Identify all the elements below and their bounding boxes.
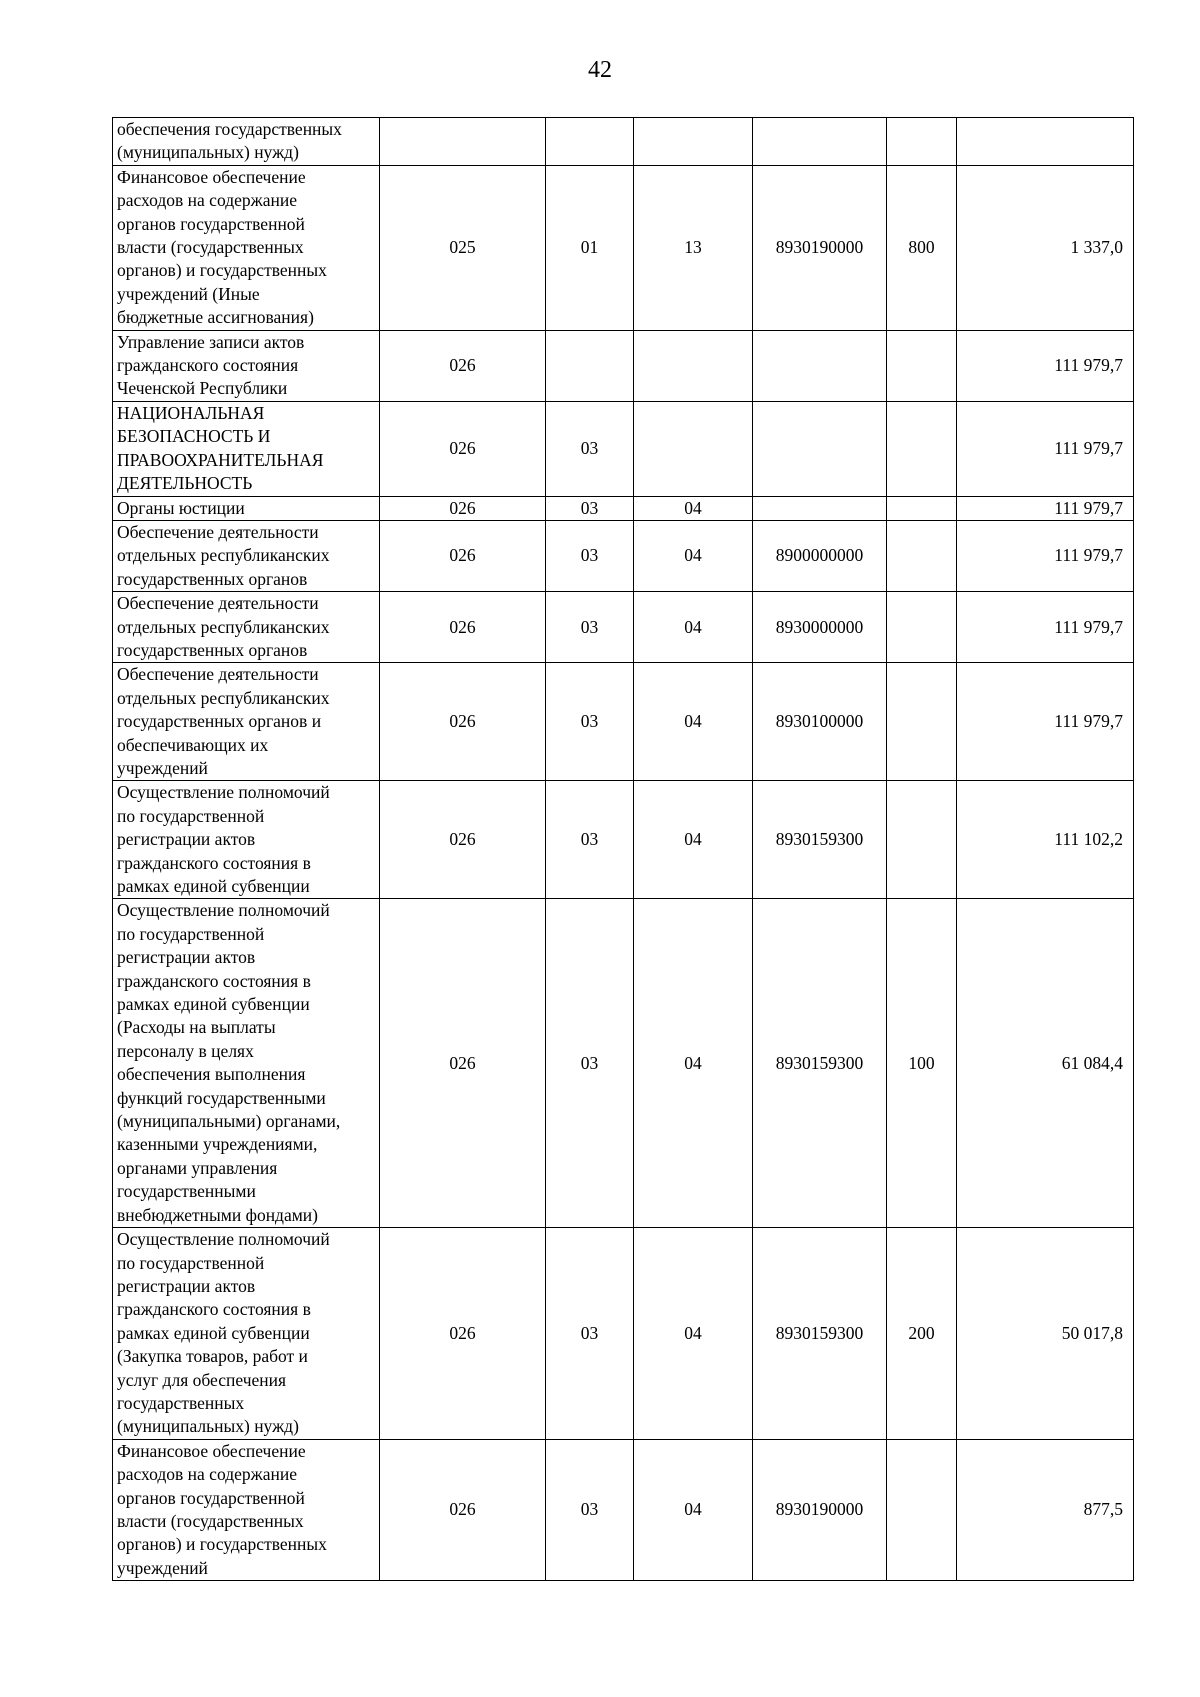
section-code-cell: 03 <box>546 1228 634 1440</box>
expense-name-cell: Управление записи актов гражданского состояния Чеченской Республики <box>113 330 380 401</box>
department-code-cell <box>380 118 546 166</box>
target-item-code-cell: 8930100000 <box>753 663 887 781</box>
department-code-cell: 025 <box>380 165 546 330</box>
budget-table-body <box>113 118 1134 1581</box>
department-code-cell: 026 <box>380 520 546 591</box>
expense-type-code-cell: 200 <box>887 1228 957 1440</box>
table-row <box>113 1439 1134 1580</box>
department-code-cell: 026 <box>380 781 546 899</box>
subsection-code-cell <box>634 330 753 401</box>
subsection-code-cell: 04 <box>634 592 753 663</box>
budget-table <box>112 117 1134 1581</box>
section-code-cell: 03 <box>546 592 634 663</box>
target-item-code-cell <box>753 496 887 520</box>
table-row <box>113 330 1134 401</box>
subsection-code-cell: 04 <box>634 520 753 591</box>
target-item-code-cell: 8930190000 <box>753 1439 887 1580</box>
table-row <box>113 899 1134 1228</box>
amount-cell <box>957 118 1134 166</box>
table-row <box>113 781 1134 899</box>
amount-cell: 111 979,7 <box>957 496 1134 520</box>
section-code-cell: 03 <box>546 496 634 520</box>
subsection-code-cell: 13 <box>634 165 753 330</box>
amount-cell: 111 979,7 <box>957 330 1134 401</box>
expense-type-code-cell <box>887 401 957 496</box>
table-row <box>113 401 1134 496</box>
expense-type-code-cell <box>887 592 957 663</box>
expense-name-cell: Органы юстиции <box>113 496 380 520</box>
subsection-code-cell: 04 <box>634 899 753 1228</box>
expense-type-code-cell <box>887 781 957 899</box>
subsection-code-cell: 04 <box>634 496 753 520</box>
table-row <box>113 118 1134 166</box>
amount-cell: 111 979,7 <box>957 520 1134 591</box>
expense-type-code-cell <box>887 118 957 166</box>
target-item-code-cell <box>753 330 887 401</box>
table-row <box>113 592 1134 663</box>
section-code-cell: 03 <box>546 899 634 1228</box>
expense-name-cell: Осуществление полномочий по государственной регистрации актов гражданского состояния в рамках единой субвенции (Расходы на выплаты персоналу в целях обеспечения выполнения функций государственными (муниципальными) органами, казенными учреждениями, органами управления государственными внебюджетными фондами) <box>113 899 380 1228</box>
expense-name-cell: Обеспечение деятельности отдельных республиканских государственных органов <box>113 592 380 663</box>
department-code-cell: 026 <box>380 592 546 663</box>
table-row <box>113 663 1134 781</box>
expense-type-code-cell: 800 <box>887 165 957 330</box>
expense-type-code-cell <box>887 496 957 520</box>
table-row <box>113 520 1134 591</box>
expense-type-code-cell <box>887 330 957 401</box>
expense-type-code-cell: 100 <box>887 899 957 1228</box>
amount-cell: 877,5 <box>957 1439 1134 1580</box>
amount-cell: 50 017,8 <box>957 1228 1134 1440</box>
target-item-code-cell: 8930159300 <box>753 899 887 1228</box>
section-code-cell: 01 <box>546 165 634 330</box>
section-code-cell: 03 <box>546 781 634 899</box>
department-code-cell: 026 <box>380 1439 546 1580</box>
target-item-code-cell: 8930190000 <box>753 165 887 330</box>
amount-cell: 61 084,4 <box>957 899 1134 1228</box>
expense-name-cell: обеспечения государственных (муниципальных) нужд) <box>113 118 380 166</box>
subsection-code-cell <box>634 118 753 166</box>
table-row <box>113 1228 1134 1440</box>
department-code-cell: 026 <box>380 496 546 520</box>
target-item-code-cell: 8900000000 <box>753 520 887 591</box>
amount-cell: 111 979,7 <box>957 663 1134 781</box>
department-code-cell: 026 <box>380 899 546 1228</box>
section-code-cell <box>546 118 634 166</box>
department-code-cell: 026 <box>380 1228 546 1440</box>
expense-name-cell: Финансовое обеспечение расходов на содержание органов государственной власти (государственных органов) и государственных учреждений <box>113 1439 380 1580</box>
subsection-code-cell <box>634 401 753 496</box>
amount-cell: 111 102,2 <box>957 781 1134 899</box>
expense-name-cell: НАЦИОНАЛЬНАЯ БЕЗОПАСНОСТЬ И ПРАВООХРАНИТЕЛЬНАЯ ДЕЯТЕЛЬНОСТЬ <box>113 401 380 496</box>
expense-name-cell: Обеспечение деятельности отдельных республиканских государственных органов <box>113 520 380 591</box>
expense-name-cell: Обеспечение деятельности отдельных республиканских государственных органов и обеспечивающих их учреждений <box>113 663 380 781</box>
section-code-cell <box>546 330 634 401</box>
target-item-code-cell <box>753 401 887 496</box>
table-row <box>113 165 1134 330</box>
amount-cell: 111 979,7 <box>957 592 1134 663</box>
expense-name-cell: Финансовое обеспечение расходов на содержание органов государственной власти (государственных органов) и государственных учреждений (Иные бюджетные ассигнования) <box>113 165 380 330</box>
expense-type-code-cell <box>887 1439 957 1580</box>
target-item-code-cell: 8930159300 <box>753 781 887 899</box>
expense-type-code-cell <box>887 520 957 591</box>
department-code-cell: 026 <box>380 663 546 781</box>
expense-name-cell: Осуществление полномочий по государственной регистрации актов гражданского состояния в рамках единой субвенции <box>113 781 380 899</box>
department-code-cell: 026 <box>380 401 546 496</box>
department-code-cell: 026 <box>380 330 546 401</box>
page-number: 42 <box>588 57 612 83</box>
amount-cell: 111 979,7 <box>957 401 1134 496</box>
section-code-cell: 03 <box>546 1439 634 1580</box>
expense-name-cell: Осуществление полномочий по государственной регистрации актов гражданского состояния в рамках единой субвенции (Закупка товаров, работ и услуг для обеспечения государственных (муниципальных) нужд) <box>113 1228 380 1440</box>
section-code-cell: 03 <box>546 663 634 781</box>
table-row <box>113 496 1134 520</box>
subsection-code-cell: 04 <box>634 1439 753 1580</box>
target-item-code-cell <box>753 118 887 166</box>
target-item-code-cell: 8930159300 <box>753 1228 887 1440</box>
subsection-code-cell: 04 <box>634 663 753 781</box>
section-code-cell: 03 <box>546 520 634 591</box>
section-code-cell: 03 <box>546 401 634 496</box>
expense-type-code-cell <box>887 663 957 781</box>
subsection-code-cell: 04 <box>634 781 753 899</box>
target-item-code-cell: 8930000000 <box>753 592 887 663</box>
subsection-code-cell: 04 <box>634 1228 753 1440</box>
amount-cell: 1 337,0 <box>957 165 1134 330</box>
